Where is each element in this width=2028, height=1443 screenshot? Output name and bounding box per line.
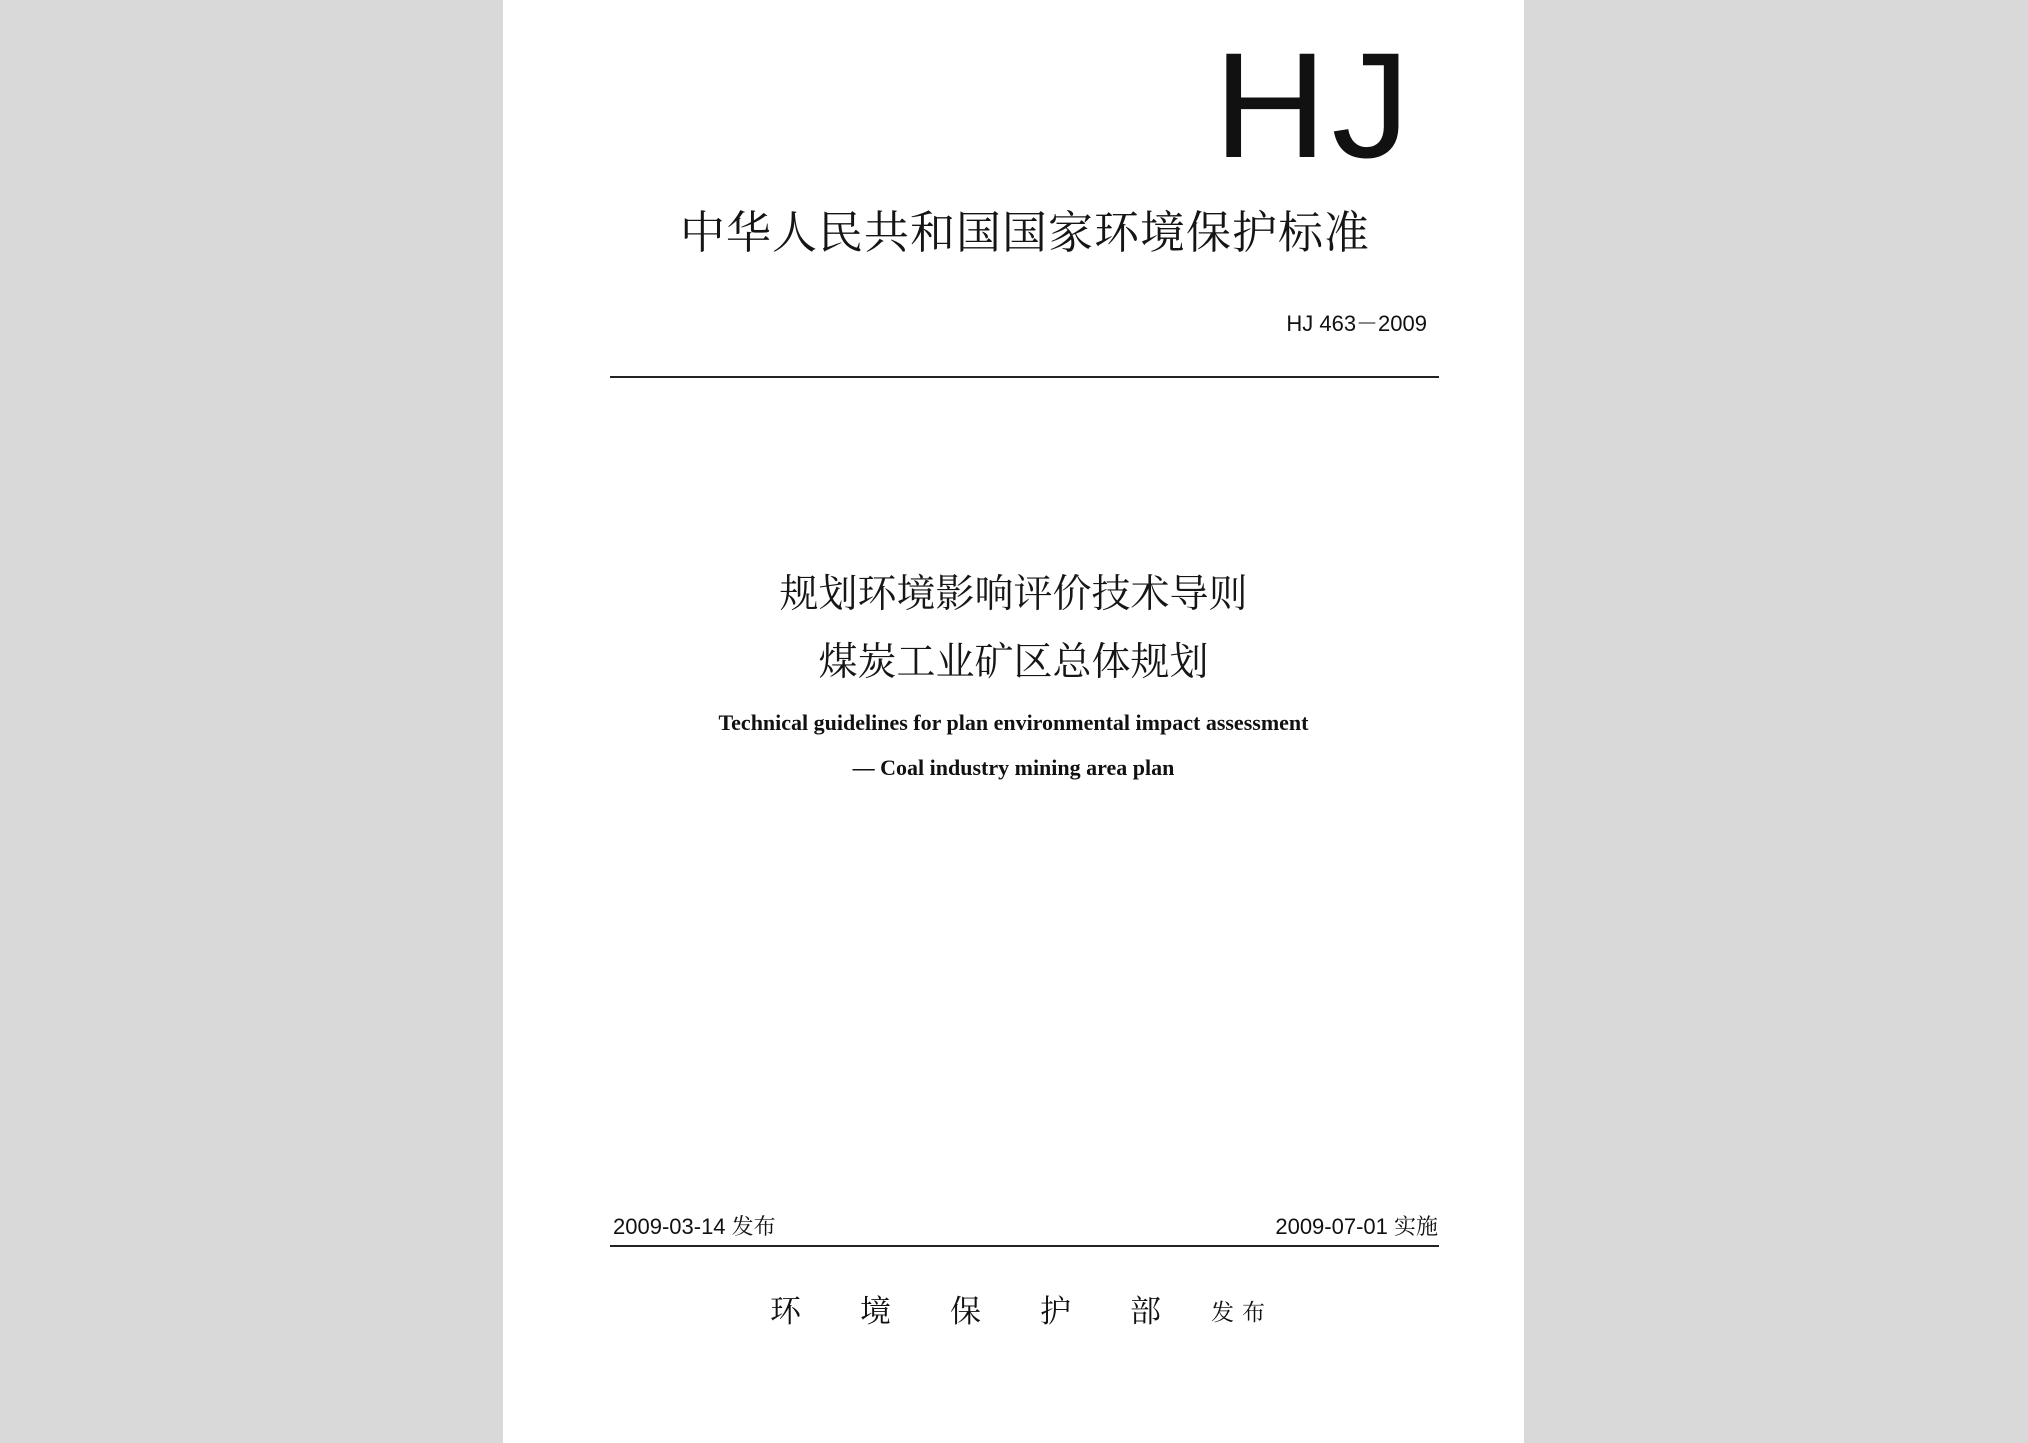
standard-category-title: 中华人民共和国国家环境保护标准 bbox=[679, 206, 1370, 259]
publish-label: 发布 bbox=[1211, 1300, 1273, 1326]
chinese-title-line-1: 规划环境影响评价技术导则 bbox=[779, 572, 1248, 617]
publisher-name: 环境保护部 bbox=[770, 1294, 1220, 1330]
issue-date: 2009-03-14 发布 bbox=[613, 1214, 776, 1239]
standard-code-logo: HJ bbox=[1213, 21, 1414, 189]
english-title-line-1: Technical guidelines for plan environmental impact assessment bbox=[718, 710, 1309, 735]
footer-divider bbox=[610, 1245, 1439, 1247]
standard-number: HJ 463－2009 bbox=[1286, 311, 1427, 336]
implementation-date: 2009-07-01 实施 bbox=[1275, 1214, 1438, 1239]
chinese-title-line-2: 煤炭工业矿区总体规划 bbox=[818, 640, 1209, 685]
english-title-line-2: — Coal industry mining area plan bbox=[852, 755, 1175, 780]
header-divider bbox=[610, 376, 1439, 378]
document-page bbox=[503, 0, 1524, 1443]
